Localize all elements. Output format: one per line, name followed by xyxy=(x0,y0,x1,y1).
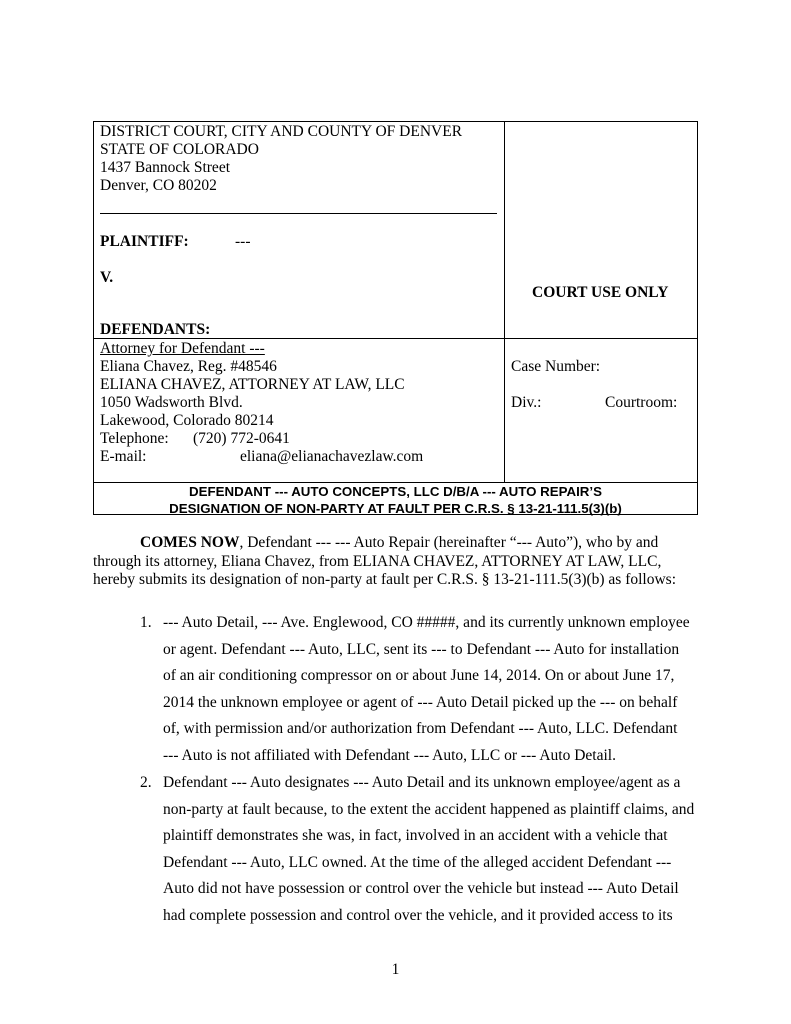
intro-line-2: through its attorney, Eliana Chavez, from ELIANA CHAVEZ, ATTORNEY AT LAW, LLC, xyxy=(93,552,662,570)
item-1-line: or agent. Defendant --- Auto, LLC, sent its --- to Defendant --- Auto for installation xyxy=(163,641,680,658)
item-2-line: Defendant --- Auto, LLC owned. At the time of the alleged accident Defendant --- xyxy=(163,854,672,871)
case-number-label: Case Number: xyxy=(511,358,601,375)
intro-line-1: , Defendant --- --- Auto Repair (hereinafter “--- Auto”), who by and xyxy=(239,534,659,551)
item-1-line: of an air conditioning compressor on or about June 14, 2014. On or about June 17, xyxy=(163,667,675,684)
plaintiff-label: PLAINTIFF: xyxy=(100,233,189,250)
document-title xyxy=(94,483,697,517)
item-1-line: 2014 the unknown employee or agent of --- Auto Detail picked up the --- on behalf xyxy=(163,694,678,711)
email-value: eliana@elianachavezlaw.com xyxy=(240,448,424,465)
page-number: 1 xyxy=(391,961,400,978)
item-2-number: 2. xyxy=(140,774,152,791)
item-1-line: --- Auto Detail, --- Ave. Englewood, CO #####, and its currently unknown employee xyxy=(163,614,690,631)
attorney-name: Eliana Chavez, Reg. #48546 xyxy=(100,358,277,375)
attorney-city: Lakewood, Colorado 80214 xyxy=(100,412,274,429)
item-1-number: 1. xyxy=(140,614,152,631)
document-title-line-1: DEFENDANT --- AUTO CONCEPTS, LLC D/B/A --- AUTO REPAIR’S xyxy=(189,484,602,499)
item-2-line: Auto did not have possession or control over the vehicle but instead --- Auto Detail xyxy=(163,880,679,897)
intro-lead: COMES NOW xyxy=(140,534,240,551)
intro-line-3: hereby submits its designation of non-party at fault per C.R.S. § 13-21-111.5(3)(b) as follows: xyxy=(93,571,677,588)
court-street: 1437 Bannock Street xyxy=(100,159,231,176)
versus-label: V. xyxy=(100,269,114,286)
intro-paragraph xyxy=(93,534,713,590)
attorney-heading: Attorney for Defendant --- xyxy=(100,340,265,357)
item-1-line: --- Auto is not affiliated with Defendant --- Auto, LLC or --- Auto Detail. xyxy=(163,747,616,764)
item-2-line: Defendant --- Auto designates --- Auto Detail and its unknown employee/agent as a xyxy=(163,774,681,791)
court-city: Denver, CO 80202 xyxy=(100,177,217,194)
telephone-label: Telephone: xyxy=(100,430,169,447)
item-2-line: plaintiff demonstrates she was, in fact, involved in an accident with a vehicle that xyxy=(163,827,668,844)
court-name: DISTRICT COURT, CITY AND COUNTY OF DENVER xyxy=(100,123,463,140)
div-label: Div.: xyxy=(511,394,542,411)
item-2-line: non-party at fault because, to the extent the accident happened as plaintiff claims, and xyxy=(163,801,695,818)
court-use-only: COURT USE ONLY xyxy=(532,284,669,301)
attorney-street: 1050 Wadsworth Blvd. xyxy=(100,394,243,411)
case-caption-box xyxy=(93,121,698,515)
telephone-value: (720) 772-0641 xyxy=(193,430,290,447)
court-underline xyxy=(100,213,497,214)
attorney-firm: ELIANA CHAVEZ, ATTORNEY AT LAW, LLC xyxy=(100,376,405,393)
court-state: STATE OF COLORADO xyxy=(100,141,259,158)
email-label: E-mail: xyxy=(100,448,147,465)
defendants-label: DEFENDANTS: xyxy=(100,321,211,338)
item-2-line: had complete possession and control over the vehicle, and it provided access to its xyxy=(163,907,673,924)
courtroom-label: Courtroom: xyxy=(605,394,678,411)
caption-vertical-divider xyxy=(504,122,505,482)
document-title-line-2: DESIGNATION OF NON-PARTY AT FAULT PER C.R.S. § 13-21-111.5(3)(b) xyxy=(169,501,622,516)
item-1-line: of, with permission and/or authorization from Defendant --- Auto, LLC. Defendant xyxy=(163,720,678,737)
plaintiff-value: --- xyxy=(235,233,251,250)
